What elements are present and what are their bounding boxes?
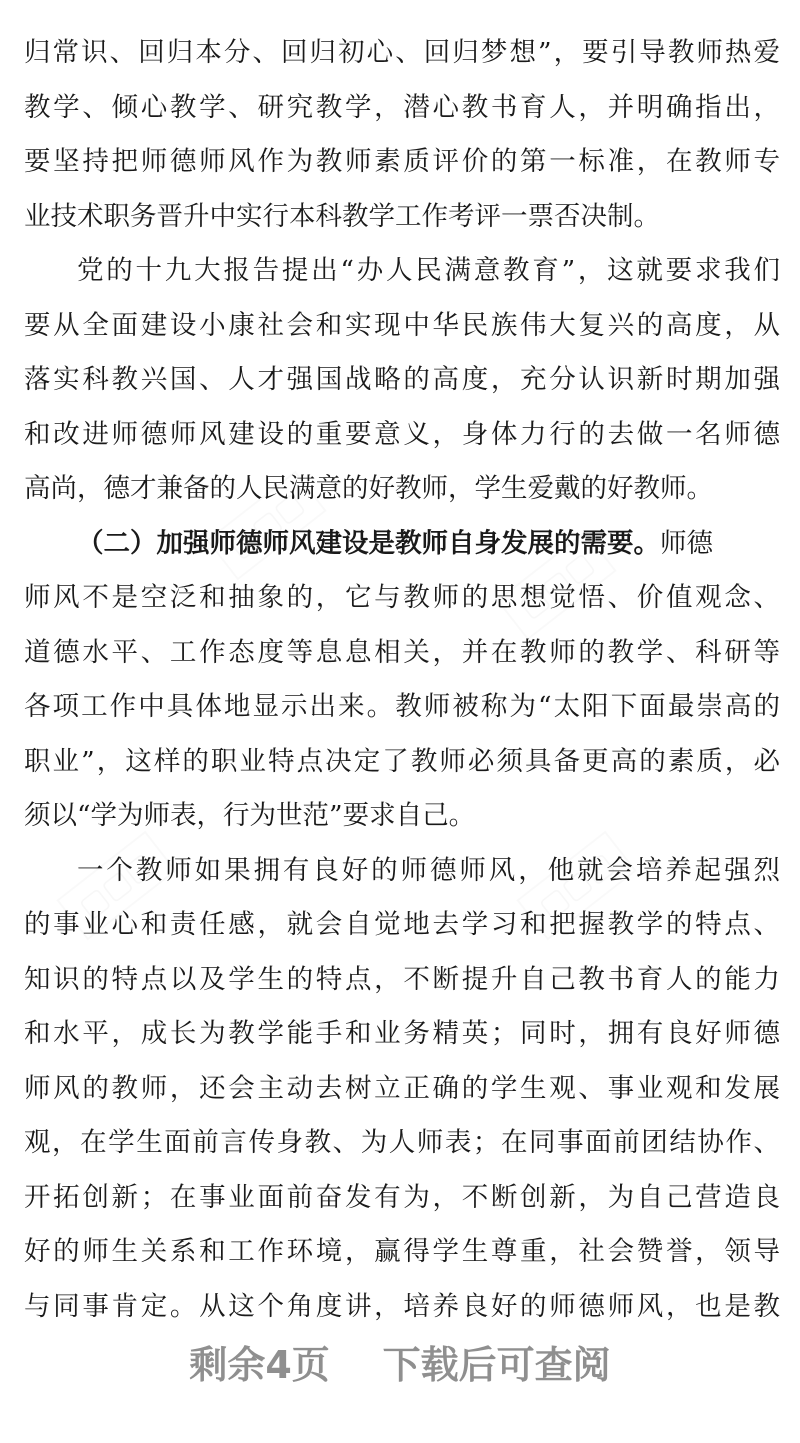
text-line: 和改进师德师风建设的重要意义，身体力行的去做一名师德	[24, 418, 780, 450]
text-line: 的事业心和责任感，就会自觉地去学习和把握教学的特点、	[24, 909, 780, 940]
text-line: 知识的特点以及学生的特点，不断提升自己教书育人的能力	[24, 963, 780, 995]
text-line: 道德水平、工作态度等息息相关，并在教师的教学、科研等	[24, 636, 780, 668]
text-line: 落实科教兴国、人才强国战略的高度，充分认识新时期加强	[24, 364, 780, 395]
section-heading: （二）加强师德师风建设是教师自身发展的需要。	[77, 527, 660, 559]
text-line: 职业”，这样的职业特点决定了教师必须具备更高的素质，必	[24, 745, 780, 777]
text-line: 与同事肯定。从这个角度讲，培养良好的师德师风，也是教	[24, 1290, 780, 1322]
text-line: 开拓创新；在事业面前奋发有为，不断创新，为自己营造良	[24, 1181, 780, 1213]
text-line: 各项工作中具体地显示出来。教师被称为“太阳下面最崇高的	[24, 691, 780, 722]
text-line: 观，在学生面前言传身教、为人师表；在同事面前团结协作、	[24, 1127, 780, 1158]
section-heading-tail: 师德	[660, 527, 713, 559]
remaining-pages-download-notice[interactable]: 剩余4页 下载后可查阅	[189, 1343, 611, 1387]
text-line: 要坚持把师德师风作为教师素质评价的第一标准，在教师专	[24, 146, 780, 177]
section-heading-line	[24, 517, 780, 572]
paragraph-start-line: 一个教师如果拥有良好的师德师风，他就会培养起强烈	[77, 854, 780, 886]
text-line: 归常识、回归本分、回归初心、回归梦想”，要引导教师热爱	[24, 37, 780, 68]
text-line: 教学、倾心教学、研究教学，潜心教书育人，并明确指出，	[24, 91, 780, 123]
text-line: 须以“学为师表，行为世范”要求自己。	[24, 800, 476, 831]
text-line: 师风不是空泛和抽象的，它与教师的思想觉悟、价值观念、	[24, 582, 780, 613]
text-line: 要从全面建设小康社会和实现中华民族伟大复兴的高度，从	[24, 309, 780, 341]
text-line: 好的师生关系和工作环境，赢得学生尊重，社会赞誉，领导	[24, 1236, 780, 1267]
text-line: 高尚，德才兼备的人民满意的好教师，学生爱戴的好教师。	[24, 473, 713, 504]
paragraph-start-line: 党的十九大报告提出“办人民满意教育”，这就要求我们	[77, 255, 780, 286]
text-line: 师风的教师，还会主动去树立正确的学生观、事业观和发展	[24, 1072, 780, 1104]
text-line: 和水平，成长为教学能手和业务精英；同时，拥有良好师德	[24, 1018, 780, 1049]
document-body	[24, 26, 780, 1334]
text-line: 业技术职务晋升中实行本科教学工作考评一票否决制。	[24, 200, 660, 232]
